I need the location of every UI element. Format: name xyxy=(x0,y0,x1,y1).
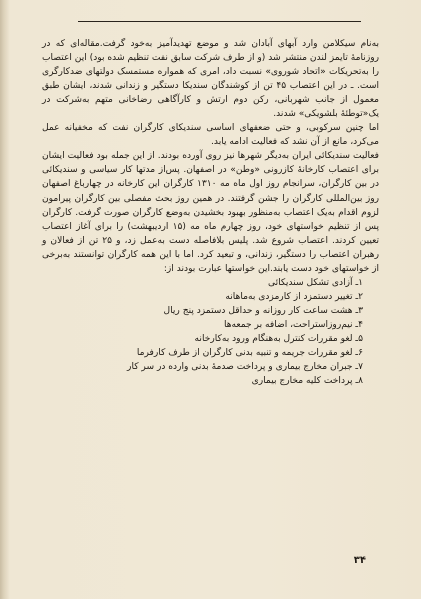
list-item: ۱ـ آزادی تشکل سندیکائی xyxy=(268,277,363,288)
list-item: ۶ـ لغو مقررات جریمه و تنبیه بدنی کارگران از طرف کارفرما xyxy=(136,348,363,359)
list-item: ۳ـ هشت ساعت کار روزانه و حداقل دستمزد پنج ریال xyxy=(163,305,363,316)
demands-list xyxy=(42,276,379,388)
paragraph: فعالیت سندیکائی ایران به‌دیگر شهرها نیز روی آورده بودند. از این جمله بود فعالیت ایشان برای اعتصاب کارخانهٔ کازرونی «وطن» در اصفهان. پس‌از مدتها کار سیاسی و سندیکائی در بین کارگران، سرانجام روز اول ماه مه ۱۳۱۰ کارگران این کارخانه در چهارباغ اصفهان روز بین‌المللی کارگران را جشن گرفتند. در همین روز بحث مفصلی بین کارگران پیرامون لزوم اقدام به‌یک اعتصاب به‌منظور بهبود بخشیدن به‌وضع کارگران صورت گرفت. کارگران پس از تنظیم خواستهای خود، روز چهارم ماه مه (۱۵ اردیبهشت) را برای آغاز اعتصاب تعیین کردند. اعتصاب شروع شد. پلیس بلافاصله دست به‌عمل زد، و ۲۵ تن از فعالان و رهبران اعتصاب را دستگیر، زندانی، و تبعید کرد. اما با این همه کارگران توانستند به‌برخی از خواستهای خود دست یابند.این خواستها عبارت بودند از: xyxy=(42,151,380,274)
list-item: ۸ـ پرداخت کلیه مخارج بیماری xyxy=(251,376,363,387)
list-item: ۵ـ لغو مقررات کنترل به‌هنگام ورود به‌کارخانه xyxy=(194,333,363,344)
paragraph: به‌نام سیکلامن وارد آبهای آبادان شد و موضع تهدیدآمیز به‌خود گرفت.مقاله‌ای که در روزنامهٔ تایمز لندن منتشر شد (و از طرف شرکت سابق نفت تنظیم شده بود) این اعتصاب را به‌تحریکات «اتحاد شوروی» نسبت داد، امری که همواره مستمسک دولتهای ضدکارگری است. ـ در این اعتصاب ۴۵ تن از کوشندگان سندیکا دستگیر و زندانی شدند، ایشان طبق معمول از جانب شهربانی، رکن دوم ارتش و کارآگاهی رضاخانی متهم به‌شرکت در یک«توطئهٔ بلشویکی» شدند. xyxy=(42,39,380,120)
list-item: ۴ـ نیم‌روزاستراحت، اضافه بر جمعه‌ها xyxy=(223,319,363,330)
list-item: ۲ـ تغییر دستمزد از کارمزدی به‌ماهانه xyxy=(225,291,363,302)
list-item: ۷ـ جبران مخارج بیماری و پرداخت صدمهٔ بدنی وارده در سر کار xyxy=(127,362,363,373)
page-number: ۳۴ xyxy=(353,555,366,566)
header-rule xyxy=(78,21,361,22)
paragraph: اما چنین سرکوبی، و حتی ضعفهای اساسی سندیکای کارگران نفت که مخفیانه عمل می‌کرد، مانع از آن نشد که فعالیت ادامه یابد. xyxy=(42,123,379,148)
body-text xyxy=(42,37,379,388)
